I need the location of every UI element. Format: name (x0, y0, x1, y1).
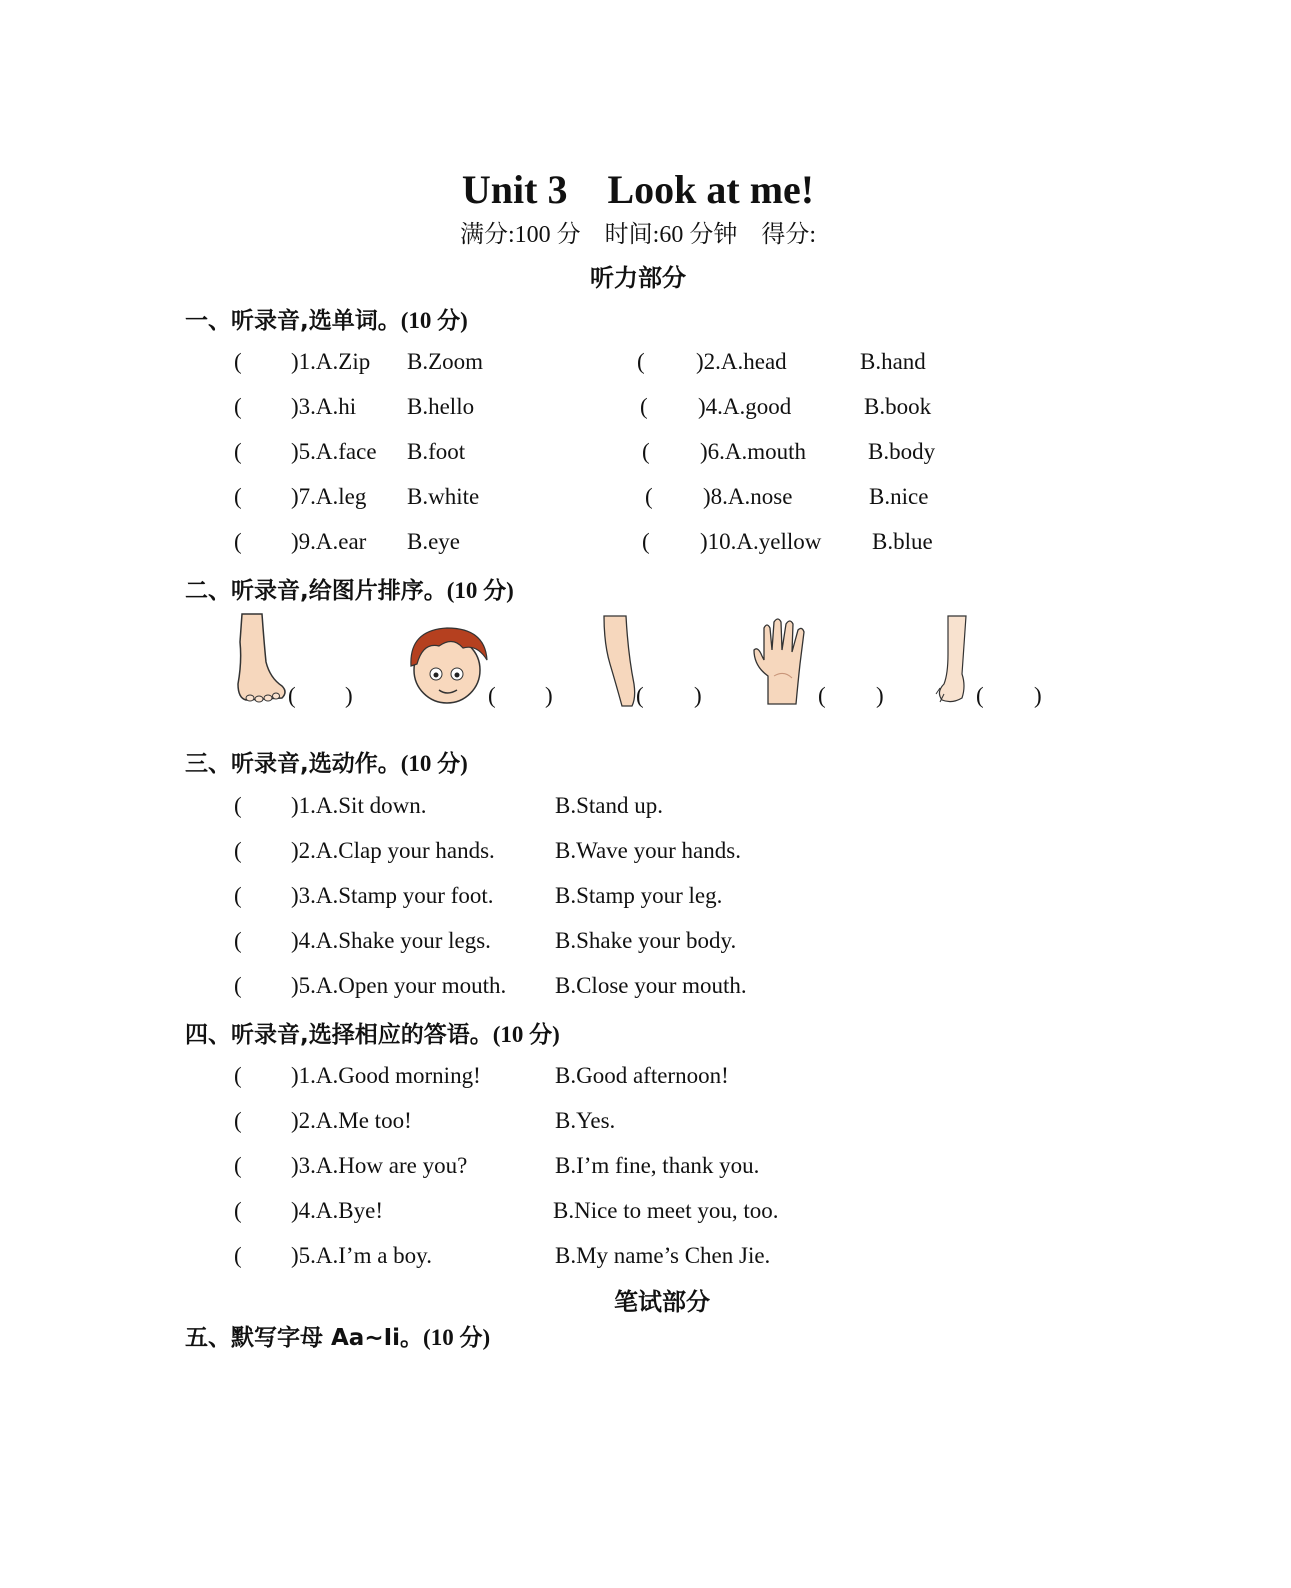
option-a: )3.A.Stamp your foot. (291, 883, 494, 908)
section-5-heading (185, 1319, 490, 1352)
answer-bracket-open[interactable]: ( (234, 973, 242, 998)
answer-bracket-open[interactable]: ( (488, 683, 496, 708)
option-a: )2.A.Clap your hands. (291, 838, 495, 863)
option-a: )2.A.head (696, 349, 787, 374)
answer-bracket-open[interactable]: ( (642, 529, 650, 554)
option-a: )9.A.ear (291, 529, 367, 554)
option-a: )5.A.Open your mouth. (291, 973, 507, 998)
answer-bracket-open[interactable]: ( (234, 793, 242, 818)
answer-bracket-open[interactable]: ( (234, 1108, 242, 1133)
writing-part-heading: 笔试部分 (614, 1288, 710, 1316)
option-b: B.Nice to meet you, too. (553, 1198, 779, 1223)
option-b: B.book (864, 394, 932, 419)
leg-picture (932, 614, 976, 706)
section-2-points: (10 分) (446, 578, 514, 603)
answer-bracket-close: ) (876, 683, 884, 708)
option-b: B.blue (872, 529, 933, 554)
answer-bracket-open[interactable]: ( (642, 439, 650, 464)
option-a: )1.A.Sit down. (291, 793, 427, 818)
answer-bracket-close: ) (545, 683, 553, 708)
answer-bracket-close: ) (694, 683, 702, 708)
answer-bracket-open[interactable]: ( (234, 439, 242, 464)
answer-bracket-open[interactable]: ( (234, 1063, 242, 1088)
section-1-title: 一、听录音,选单词。 (185, 308, 401, 334)
answer-bracket-open[interactable]: ( (636, 683, 644, 708)
option-a: )5.A.I’m a boy. (291, 1243, 432, 1268)
answer-bracket-open[interactable]: ( (234, 1153, 242, 1178)
answer-bracket-open[interactable]: ( (645, 484, 653, 509)
answer-bracket-open[interactable]: ( (234, 1198, 242, 1223)
answer-bracket-close: ) (345, 683, 353, 708)
option-b: B.Good afternoon! (555, 1063, 729, 1088)
option-b: B.hello (407, 394, 475, 419)
section-3-heading (185, 745, 468, 778)
listening-part-heading: 听力部分 (590, 264, 686, 292)
option-a: )3.A.hi (291, 394, 357, 419)
section-3-title: 三、听录音,选动作。 (185, 751, 401, 777)
page-title: Unit 3 Look at me! (461, 167, 815, 212)
section-1-points: (10 分) (400, 308, 468, 333)
answer-bracket-open[interactable]: ( (234, 394, 242, 419)
option-b: B.Shake your body. (555, 928, 737, 953)
answer-bracket-open[interactable]: ( (976, 683, 984, 708)
answer-bracket-open[interactable]: ( (234, 484, 242, 509)
option-a: )4.A.Bye! (291, 1198, 383, 1223)
option-b: B.My name’s Chen Jie. (555, 1243, 771, 1268)
section-5-title: 五、默写字母 Aa~Ii。 (185, 1325, 424, 1351)
option-a: )3.A.How are you? (291, 1153, 468, 1178)
option-b: B.Stand up. (555, 793, 663, 818)
option-b: B.body (868, 439, 936, 464)
option-a: )7.A.leg (291, 484, 367, 509)
section-1-heading (185, 302, 468, 335)
answer-bracket-close: ) (1034, 683, 1042, 708)
option-a: )5.A.face (291, 439, 377, 464)
option-b: B.foot (407, 439, 466, 464)
section-2-heading (185, 572, 514, 605)
answer-bracket-open[interactable]: ( (640, 394, 648, 419)
section-4-points: (10 分) (492, 1022, 560, 1047)
score-info: 满分:100 分 时间:60 分钟 得分: (459, 222, 816, 248)
option-a: )1.A.Zip (291, 349, 371, 374)
face-picture (403, 624, 491, 706)
section-4-title: 四、听录音,选择相应的答语。 (185, 1022, 493, 1048)
foot-picture (232, 612, 292, 706)
section-2-title: 二、听录音,给图片排序。 (185, 578, 447, 604)
arm-picture (600, 614, 640, 708)
answer-bracket-open[interactable]: ( (234, 1243, 242, 1268)
section-4-heading (185, 1016, 560, 1049)
answer-bracket-open[interactable]: ( (234, 529, 242, 554)
answer-bracket-open[interactable]: ( (234, 349, 242, 374)
answer-bracket-open[interactable]: ( (818, 683, 826, 708)
option-a: )4.A.good (698, 394, 792, 419)
section-5-points: (10 分) (423, 1325, 491, 1350)
option-b: B.hand (860, 349, 926, 374)
option-b: B.I’m fine, thank you. (555, 1153, 760, 1178)
answer-bracket-open[interactable]: ( (234, 928, 242, 953)
option-b: B.nice (869, 484, 929, 509)
answer-bracket-open[interactable]: ( (288, 683, 296, 708)
option-b: B.white (407, 484, 480, 509)
option-b: B.Wave your hands. (555, 838, 741, 863)
option-a: )6.A.mouth (700, 439, 807, 464)
option-a: )2.A.Me too! (291, 1108, 412, 1133)
option-a: )8.A.nose (703, 484, 793, 509)
option-b: B.eye (407, 529, 461, 554)
option-b: B.Zoom (407, 349, 484, 374)
answer-bracket-open[interactable]: ( (234, 838, 242, 863)
option-a: )4.A.Shake your legs. (291, 928, 491, 953)
answer-bracket-open[interactable]: ( (637, 349, 645, 374)
section-3-points: (10 分) (400, 751, 468, 776)
option-a: )1.A.Good morning! (291, 1063, 481, 1088)
answer-bracket-open[interactable]: ( (234, 883, 242, 908)
option-b: B.Yes. (555, 1108, 616, 1133)
option-b: B.Stamp your leg. (555, 883, 723, 908)
option-b: B.Close your mouth. (555, 973, 747, 998)
hand-picture (750, 616, 820, 706)
option-a: )10.A.yellow (700, 529, 822, 554)
